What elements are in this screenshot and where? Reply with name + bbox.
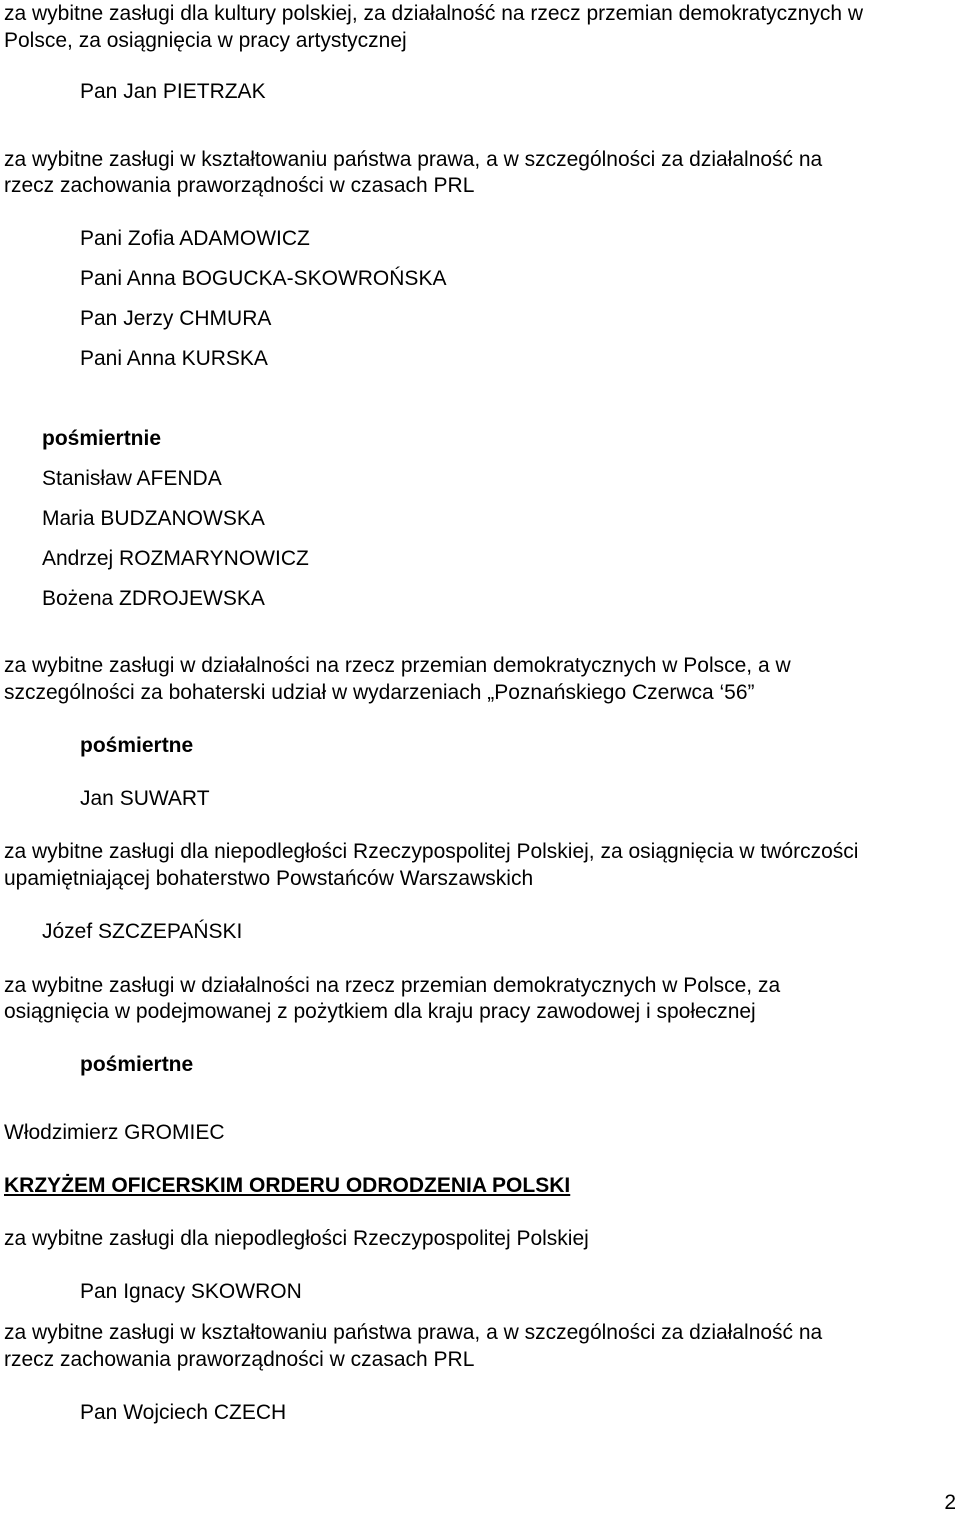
posthumous-label: pośmiertne [80, 1053, 194, 1076]
awardee-name: Pan Wojciech CZECH [80, 1401, 287, 1424]
awardee-name: Pan Jerzy CHMURA [80, 307, 272, 330]
awardee-name: Pani Zofia ADAMOWICZ [80, 227, 310, 250]
awardee-name: Maria BUDZANOWSKA [42, 507, 265, 530]
reason-text: Polsce, za osiągnięcia w pracy artystycznej [4, 29, 407, 52]
awardee-name: Pan Jan PIETRZAK [80, 80, 266, 103]
reason-text: za wybitne zasługi w kształtowaniu państwa prawa, a w szczególności za działalność na [4, 1321, 823, 1344]
reason-text: za wybitne zasługi dla niepodległości Rzeczypospolitej Polskiej, za osiągnięcia w twórczości [4, 840, 859, 863]
awardee-name: Włodzimierz GROMIEC [4, 1121, 225, 1144]
reason-text: za wybitne zasługi w kształtowaniu państwa prawa, a w szczególności za działalność na [4, 148, 823, 171]
reason-text: osiągnięcia w podejmowanej z pożytkiem dla kraju pracy zawodowej i społecznej [4, 1000, 756, 1023]
awardee-name: Pani Anna BOGUCKA-SKOWROŃSKA [80, 267, 447, 290]
awardee-name: Stanisław AFENDA [42, 467, 222, 490]
awardee-name: Pani Anna KURSKA [80, 347, 268, 370]
order-heading: KRZYŻEM OFICERSKIM ORDERU ODRODZENIA POLSKI [4, 1174, 571, 1197]
reason-text: upamiętniającej bohaterstwo Powstańców Warszawskich [4, 867, 534, 890]
reason-text: rzecz zachowania praworządności w czasach PRL [4, 174, 475, 197]
page-number: 2 [944, 1491, 956, 1514]
reason-text: za wybitne zasługi dla niepodległości Rzeczypospolitej Polskiej [4, 1227, 589, 1250]
reason-text: rzecz zachowania praworządności w czasach PRL [4, 1348, 475, 1371]
posthumous-label: pośmiertnie [42, 427, 162, 450]
awardee-name: Andrzej ROZMARYNOWICZ [42, 547, 309, 570]
awardee-name: Bożena ZDROJEWSKA [42, 587, 265, 610]
reason-text: za wybitne zasługi w działalności na rzecz przemian demokratycznych w Polsce, a w [4, 654, 791, 677]
awardee-name: Józef SZCZEPAŃSKI [42, 920, 243, 943]
awardee-name: Jan SUWART [80, 787, 210, 810]
reason-text: za wybitne zasługi w działalności na rzecz przemian demokratycznych w Polsce, za [4, 974, 781, 997]
awardee-name: Pan Ignacy SKOWRON [80, 1280, 302, 1303]
reason-text: szczególności za bohaterski udział w wydarzeniach „Poznańskiego Czerwca ‘56” [4, 681, 755, 704]
reason-text: za wybitne zasługi dla kultury polskiej, za działalność na rzecz przemian demokratycznych w [4, 2, 864, 25]
posthumous-label: pośmiertne [80, 734, 194, 757]
